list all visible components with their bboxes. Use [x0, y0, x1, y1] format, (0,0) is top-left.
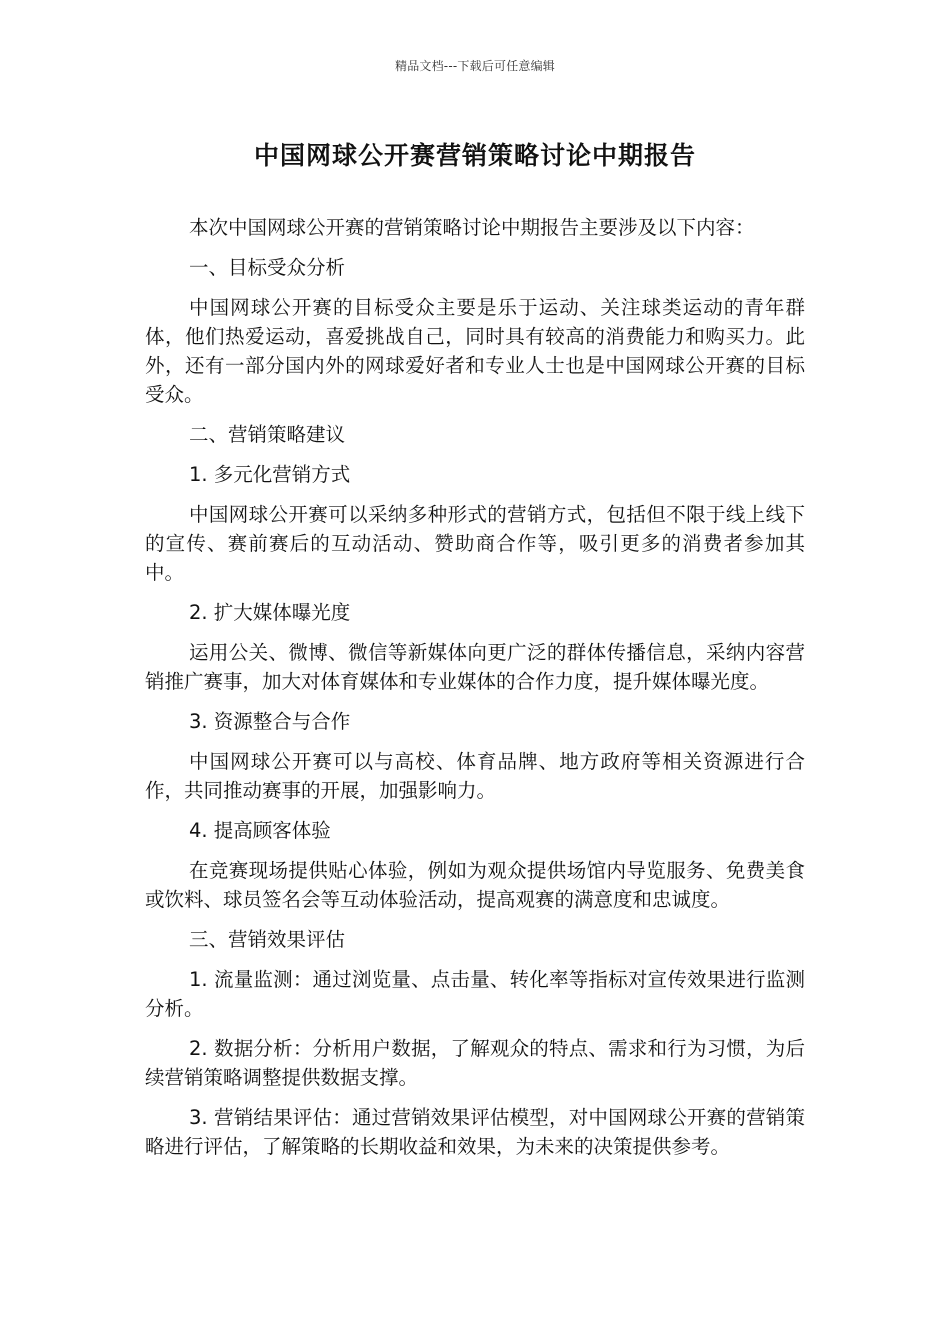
- document-title: 中国网球公开赛营销策略讨论中期报告: [253, 141, 696, 170]
- evaluation-data-paragraph: 2. 数据分析：分析用户数据，了解观众的特点、需求和行为习惯，为后续营销策略调整提供数据支撑。: [145, 1037, 805, 1089]
- media-exposure-paragraph: 运用公关、微博、微信等新媒体向更广泛的群体传播信息，采纳内容营销推广赛事，加大对体育媒体和专业媒体的合作力度，提升媒体曝光度。: [145, 641, 805, 693]
- subheading-resource-integration: 3. 资源整合与合作: [189, 710, 351, 733]
- section-heading-strategy: 二、营销策略建议: [189, 423, 346, 446]
- section-heading-evaluation: 三、营销效果评估: [189, 928, 346, 951]
- evaluation-results-paragraph: 3. 营销结果评估：通过营销效果评估模型，对中国网球公开赛的营销策略进行评估，了解策略的长期收益和效果，为未来的决策提供参考。: [145, 1106, 805, 1158]
- subheading-customer-experience: 4. 提高顾客体验: [189, 819, 331, 842]
- evaluation-traffic-paragraph: 1. 流量监测：通过浏览量、点击量、转化率等指标对宣传效果进行监测分析。: [145, 968, 805, 1020]
- document-body: [145, 213, 805, 1172]
- intro-paragraph: 本次中国网球公开赛的营销策略讨论中期报告主要涉及以下内容：: [189, 216, 755, 239]
- diversified-marketing-paragraph: 中国网球公开赛可以采纳多种形式的营销方式，包括但不限于线上线下的宣传、赛前赛后的互动活动、赞助商合作等，吸引更多的消费者参加其中。: [145, 503, 805, 584]
- subheading-media-exposure: 2. 扩大媒体曝光度: [189, 601, 351, 624]
- section-heading-audience: 一、目标受众分析: [189, 256, 346, 279]
- audience-paragraph: 中国网球公开赛的目标受众主要是乐于运动、关注球类运动的青年群体，他们热爱运动，喜爱挑战自己，同时具有较高的消费能力和购买力。此外，还有一部分国内外的网球爱好者和专业人士也是中国网球公开赛的目标受众。: [145, 296, 805, 406]
- resource-integration-paragraph: 中国网球公开赛可以与高校、体育品牌、地方政府等相关资源进行合作，共同推动赛事的开展，加强影响力。: [145, 750, 805, 802]
- header-note: 精品文档---下载后可任意编辑: [395, 59, 555, 73]
- subheading-diversified-marketing: 1. 多元化营销方式: [189, 463, 351, 486]
- customer-experience-paragraph: 在竞赛现场提供贴心体验，例如为观众提供场馆内导览服务、免费美食或饮料、球员签名会等互动体验活动，提高观赛的满意度和忠诚度。: [145, 859, 805, 911]
